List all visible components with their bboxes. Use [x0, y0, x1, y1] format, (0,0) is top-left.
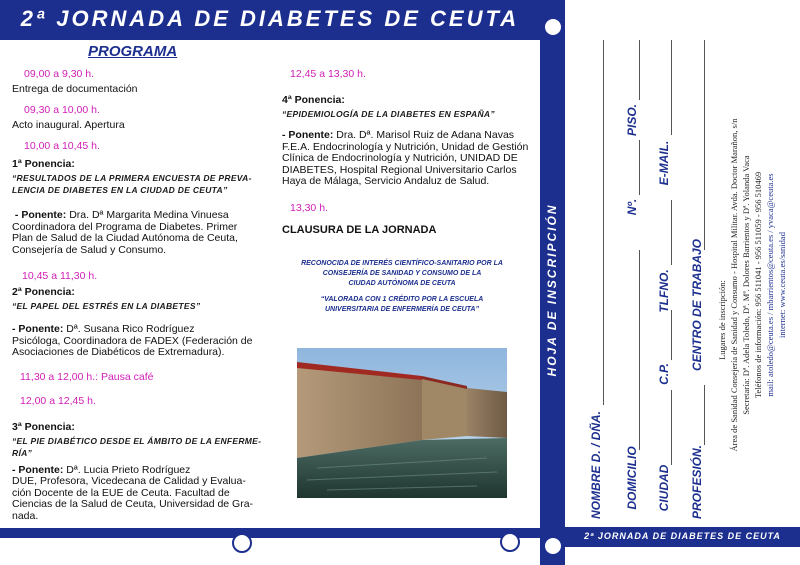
ponencia-heading: 4ª Ponencia: — [282, 94, 345, 106]
program-column-right — [282, 68, 532, 236]
time-slot: 12,00 a 12,45 h. — [20, 394, 96, 407]
time-slot: 10,45 a 11,30 h. — [22, 270, 98, 282]
ciudad-label: CIUDAD — [657, 464, 671, 512]
ponencia-title: LENCIA DE DIABETES EN LA CIUDAD DE CEUTA” — [12, 185, 228, 195]
telefono-field[interactable] — [671, 200, 672, 265]
ponencia-title: “EPIDEMIOLOGÍA DE LA DIABETES EN ESPAÑA” — [282, 109, 495, 119]
email-field[interactable] — [671, 40, 672, 135]
ponente-detail: Plan de Salud de la Ciudad Autónoma de Ceuta, — [12, 232, 238, 244]
nombre-label: NOMBRE D. / DÑA. — [589, 411, 603, 519]
recognition-line: RECONOCIDA DE INTERÉS CIENTÍFICO-SANITARIO POR LA — [301, 260, 503, 267]
info-email[interactable]: mail: atoledo@ceuta.es / mbarrientos@ceuta.es / yvaca@ceuta.es — [765, 173, 775, 397]
ponencia-title: “EL PAPEL DEL ESTRÉS EN LA DIABETES” — [12, 301, 201, 311]
ponente-label: - Ponente: — [282, 129, 334, 141]
ponente-name: Dra. Dª Margarita Medina Vinuesa — [69, 209, 229, 221]
telefono-label: TLFNO. — [657, 269, 671, 313]
recognition-line: CONSEJERÍA DE SANIDAD Y CONSUMO DE LA — [322, 270, 482, 277]
ponente-detail: F.E.A. Endocrinología y Nutrición, Unidad de Gestión — [282, 140, 529, 153]
ceuta-walls-photo — [297, 348, 507, 498]
ponente-detail: Coordinadora del Programa de Diabetes. Primer — [12, 220, 238, 233]
cp-label: C.P. — [657, 363, 671, 385]
info-line: Teléfonos de información: 956 511041 - 956 511059 - 956 510469 — [753, 171, 763, 399]
ponente-detail: Asociaciones de Diabéticos de Extremadura). — [12, 346, 225, 358]
cp-field[interactable] — [671, 310, 672, 360]
info-line: Área de Sanidad Consejería de Sanidad y Consumo - Hospital Militar. Avda. Doctor Marañon, s/n — [729, 118, 739, 452]
binding-hole — [543, 536, 563, 556]
ponente-detail: Ciencias de la Salud de Ceuta, Universidad de Gra- — [12, 498, 254, 510]
time-slot: 12,45 a 13,30 h. — [290, 68, 366, 80]
info-line: Secretaría: Dª. Adela Toledo, Dª. Mª. Dolores Barrientos y Dª. Yolanda Vaca — [741, 155, 751, 415]
ponente-line — [12, 210, 274, 222]
recognition-line: UNIVERSITARIA DE ENFERMERÍA DE CEUTA” — [324, 306, 479, 313]
ponente-detail: Haya de Málaga, Servicio Andaluz de Salud. — [282, 175, 490, 187]
piso-label: PISO. — [625, 103, 639, 137]
time-slot: 13,30 h. — [290, 201, 328, 214]
footer-title: 2ª JORNADA DE DIABETES DE CEUTA — [584, 531, 781, 541]
binding-hole — [543, 17, 563, 37]
email-label: E-MAIL. — [657, 140, 671, 186]
programa-heading: PROGRAMA — [88, 43, 178, 60]
numero-label: Nº. — [625, 198, 639, 216]
ponente-detail: ción Docente de la EUE de Ceuta. Facultad de — [12, 486, 230, 499]
ponente-label: - Ponente: — [12, 323, 64, 335]
ponente-detail: DUE, Profesora, Vicedecana de Calidad y Evalua- — [12, 475, 246, 487]
time-slot: 11,30 a 12,00 h.: Pausa café — [20, 370, 154, 383]
ponente-detail: Consejería de Salud y Consumo. — [12, 243, 167, 256]
domicilio-label: DOMICILIO — [625, 446, 639, 510]
profesion-field[interactable] — [704, 385, 705, 445]
ponente-detail: DIABETES, Hospital Regional Universitario Carlos — [282, 163, 517, 176]
numero-field[interactable] — [639, 140, 640, 195]
info-heading: Lugares de inscripción: — [717, 280, 727, 360]
domicilio-field[interactable] — [639, 250, 640, 450]
ponente-line — [282, 130, 532, 142]
ponencia-title: “EL PIE DIABÉTICO DESDE EL ÁMBITO DE LA ENFERME- — [12, 435, 262, 446]
recognition-note — [282, 259, 522, 315]
ponente-label: - Ponente: — [14, 209, 67, 221]
ponencia-title: “RESULTADOS DE LA PRIMERA ENCUESTA DE PREVA- — [12, 173, 252, 183]
ponente-name: Dra. Dª. Marisol Ruiz de Adana Navas — [336, 129, 515, 141]
centro-trabajo-field[interactable] — [704, 40, 705, 250]
ponente-line — [12, 324, 274, 336]
info-website[interactable]: internet: www.ceuta.es/sanidad — [777, 232, 787, 338]
ponente-name: Dª. Lucia Prieto Rodríguez — [66, 463, 191, 476]
piso-field[interactable] — [639, 40, 640, 100]
ponente-detail: nada. — [12, 509, 39, 522]
activity: Acto inaugural. Apertura — [12, 119, 125, 131]
ponente-label: - Ponente: — [12, 463, 64, 476]
profesion-label: PROFESIÓN. — [690, 444, 704, 520]
ponente-name: Dª. Susana Rico Rodríguez — [66, 323, 195, 335]
recognition-line: CIUDAD AUTÓNOMA DE CEUTA — [348, 280, 456, 287]
ponencia-heading: 2ª Ponencia: — [12, 286, 75, 298]
nombre-field[interactable] — [603, 40, 604, 405]
footer-bar-left — [0, 528, 540, 538]
binding-hole — [500, 532, 520, 552]
ponencia-heading: 1ª Ponencia: — [12, 158, 75, 170]
recognition-line: “VALORADA CON 1 CRÉDITO POR LA ESCUELA — [320, 296, 484, 303]
ponencia-heading: 3ª Ponencia: — [12, 420, 75, 433]
time-slot: 09,30 a 10,00 h. — [24, 104, 100, 116]
ponencia-title: RÍA” — [12, 447, 33, 458]
time-slot: 09,00 a 9,30 h. — [24, 68, 95, 80]
ponente-detail: Psicóloga, Coordinadora de FADEX (Federación de — [12, 334, 253, 347]
activity: Entrega de documentación — [12, 83, 138, 95]
clausura-heading: CLAUSURA DE LA JORNADA — [282, 223, 437, 236]
binding-hole — [232, 533, 252, 553]
ponente-detail: Clínica de Endocrinología y Nutrición, UNIDAD DE — [282, 152, 518, 164]
ciudad-field[interactable] — [671, 390, 672, 465]
photo-illustration — [297, 348, 507, 498]
spine-title: HOJA DE INSCRIPCIÓN — [545, 203, 559, 377]
centro-trabajo-label: CENTRO DE TRABAJO — [690, 238, 704, 372]
page-title: 2ª JORNADA DE DIABETES DE CEUTA — [20, 6, 520, 31]
program-column-left — [12, 68, 274, 522]
time-slot: 10,00 a 10,45 h. — [24, 140, 100, 152]
